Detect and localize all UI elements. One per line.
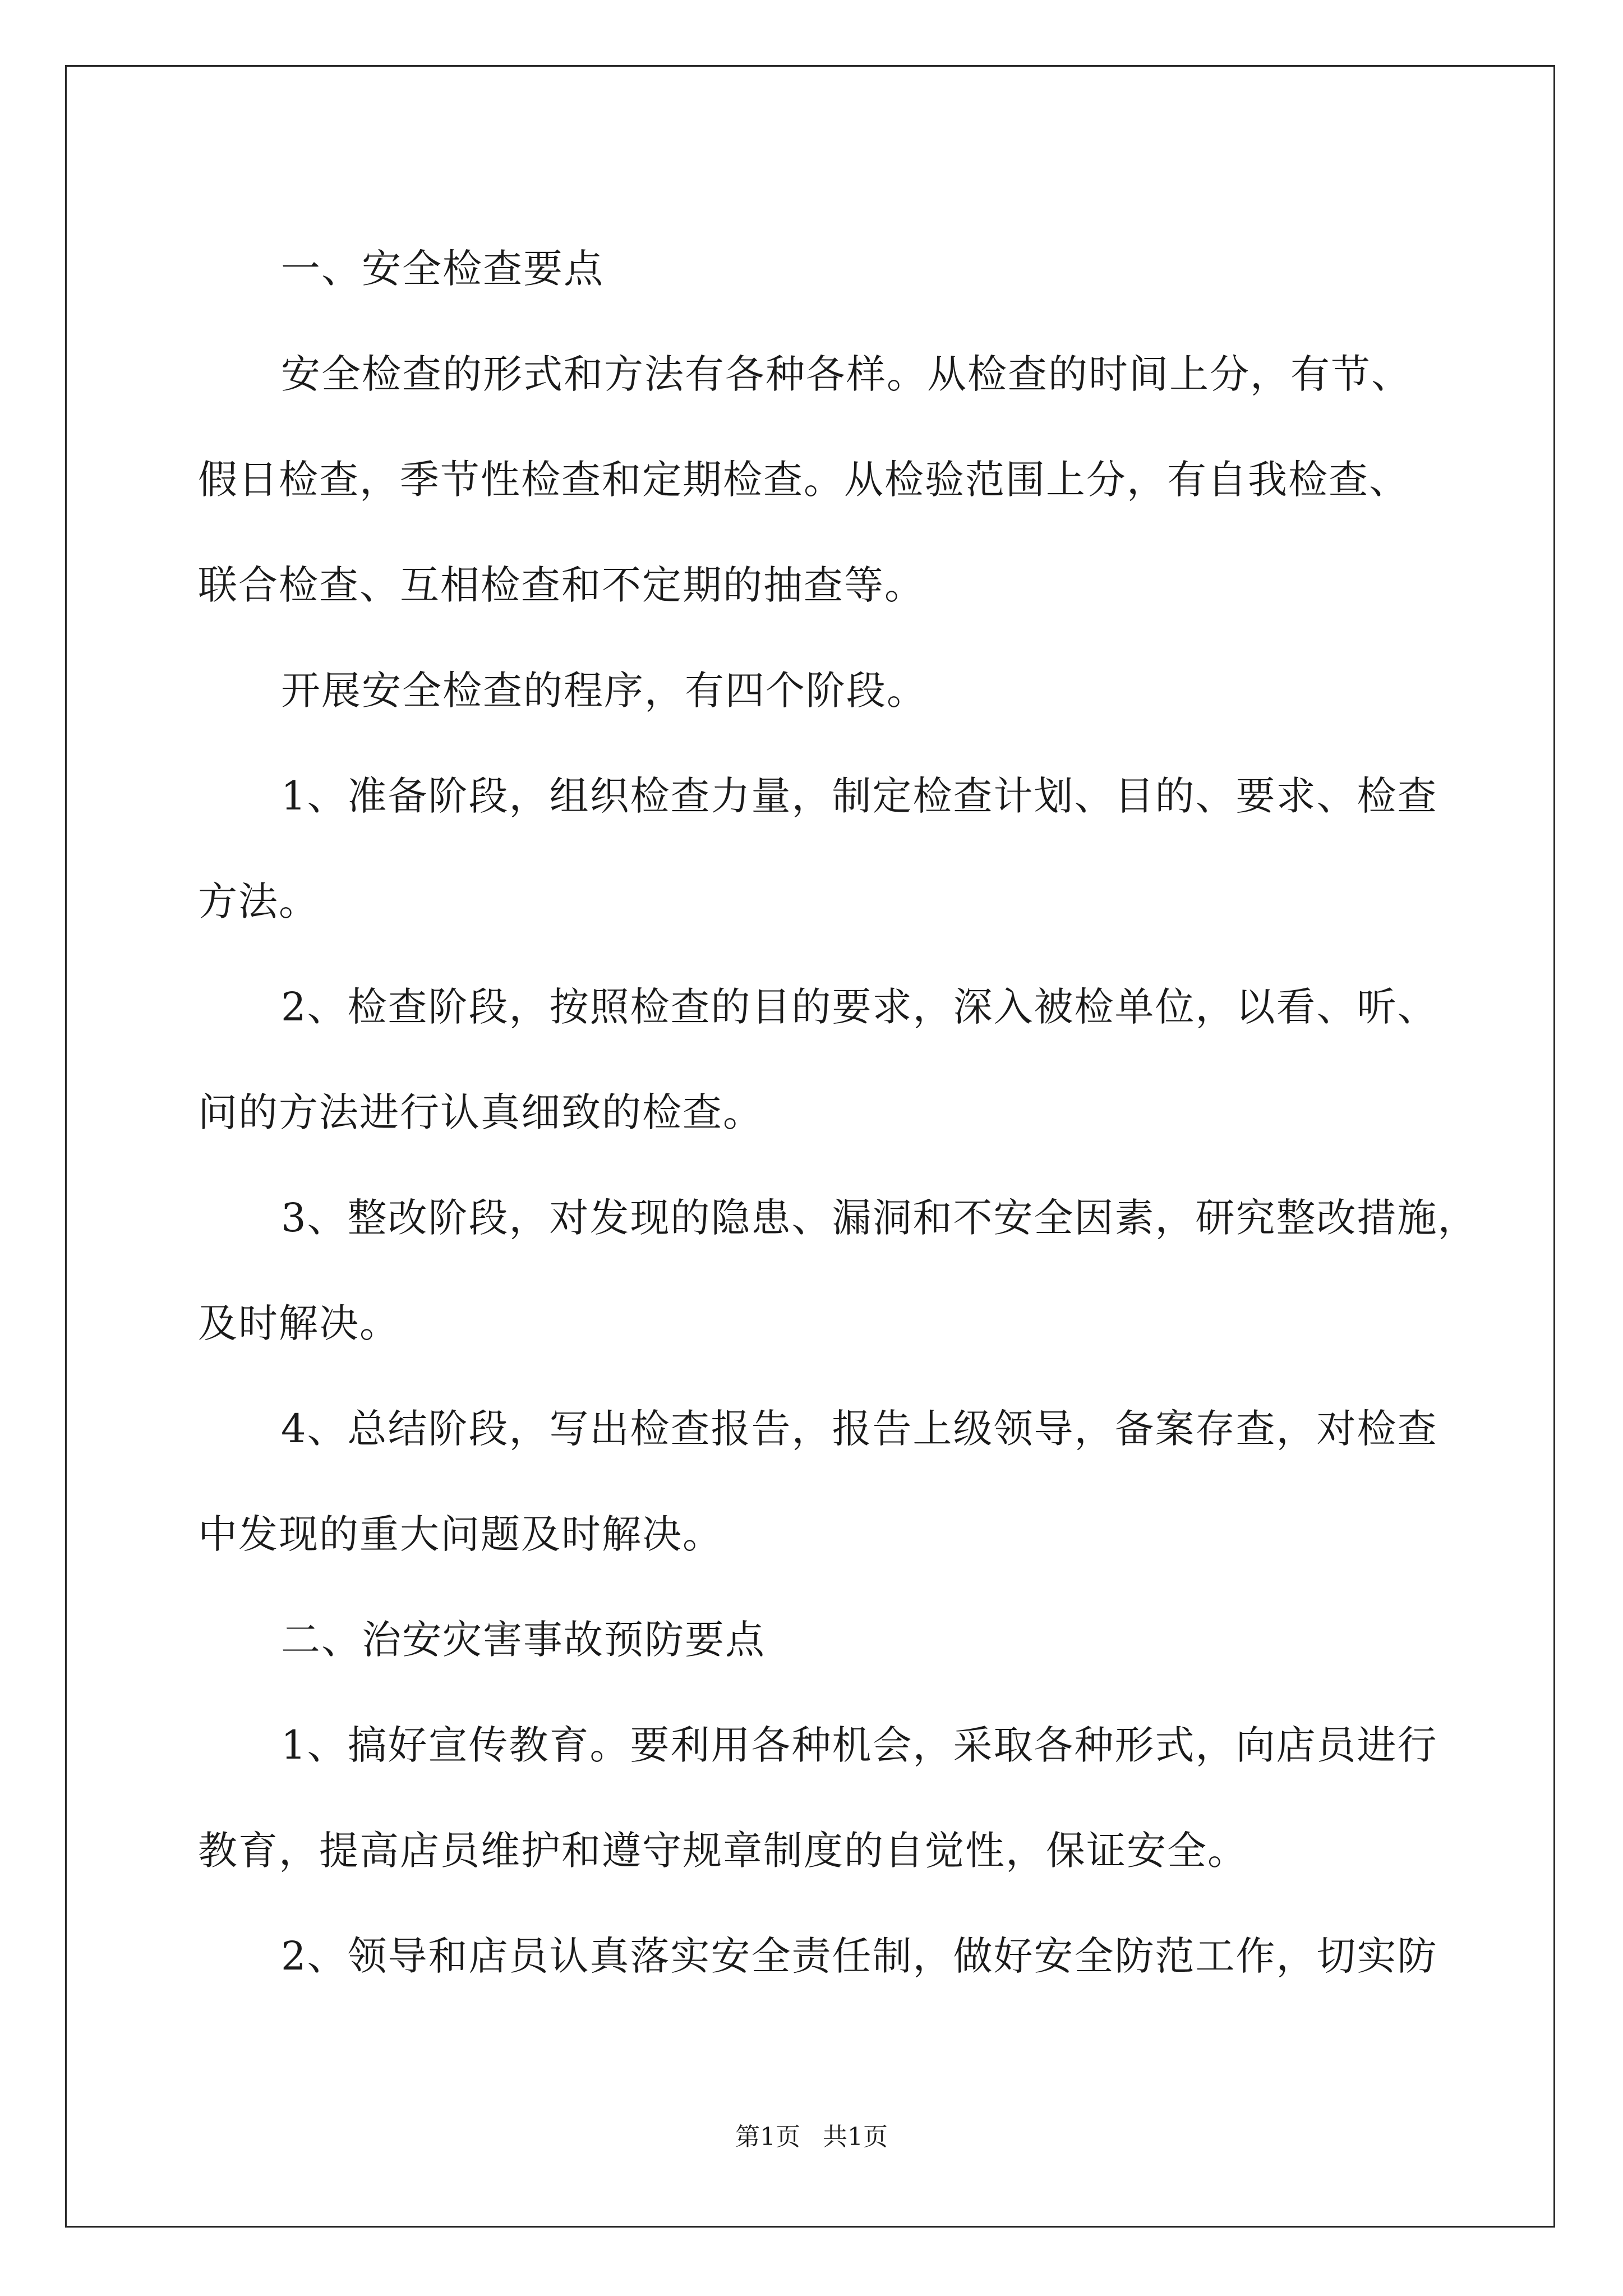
text-line: 联合检查、互相检查和不定期的抽查等。 <box>198 562 925 608</box>
text-line: 安全检查的形式和方法有各种各样。从检查的时间上分，有节、 <box>281 351 1412 397</box>
text-line: 及时解决。 <box>198 1300 400 1346</box>
text-line: 问的方法进行认真细致的检查。 <box>198 1089 763 1135</box>
text-line: 教育，提高店员维护和遵守规章制度的自觉性，保证安全。 <box>198 1828 1248 1874</box>
text-line: 假日检查，季节性检查和定期检查。从检验范围上分，有自我检查、 <box>198 457 1409 503</box>
page-number: 第1页 <box>735 2123 800 2151</box>
text-line: 方法。 <box>198 878 319 924</box>
text-line: 二、治安灾害事故预防要点 <box>281 1617 766 1663</box>
text-line: 2、领导和店员认真落实安全责任制，做好安全防范工作，切实防 <box>281 1933 1438 1979</box>
text-line: 2、检查阶段，按照检查的目的要求，深入被检单位，以看、听、 <box>281 984 1438 1030</box>
text-line: 一、安全检查要点 <box>281 246 604 292</box>
text-line: 3、整改阶段，对发现的隐患、漏洞和不安全因素，研究整改措施， <box>281 1195 1478 1241</box>
text-line: 开展安全检查的程序，有四个阶段。 <box>281 668 927 714</box>
text-line: 1、准备阶段，组织检查力量，制定检查计划、目的、要求、检查 <box>281 773 1438 819</box>
text-line: 1、搞好宣传教育。要利用各种机会，采取各种形式，向店员进行 <box>281 1722 1438 1768</box>
document-body <box>198 216 1478 2009</box>
page-total: 共1页 <box>823 2123 888 2151</box>
text-line: 中发现的重大问题及时解决。 <box>198 1511 723 1557</box>
page-footer <box>0 2120 1623 2154</box>
text-line: 4、总结阶段，写出检查报告，报告上级领导，备案存查，对检查 <box>281 1406 1438 1452</box>
